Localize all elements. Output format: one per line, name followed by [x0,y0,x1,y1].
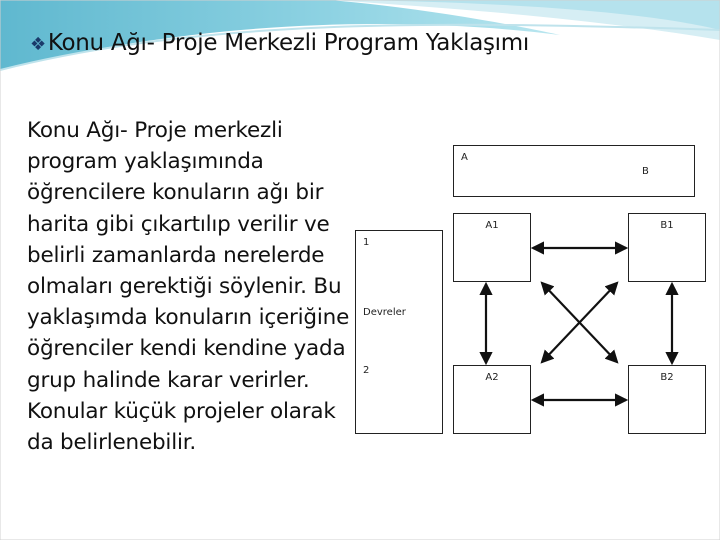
label-b: B [642,166,649,177]
node-b1: B1 [628,213,706,282]
node-a1: A1 [453,213,531,282]
node-b2: B2 [628,365,706,434]
label-2: 2 [363,365,370,376]
label-a: A [461,152,468,163]
body-paragraph: Konu Ağı- Proje merkezli program yaklaşımında öğrencilere konuların ağı bir harita gibi çıkartılıp verilir ve belirli zamanlarda nerelerde olmaları gerektiği söylenir. Bu yaklaşımda konuların içeriğine öğrenciler kendi kendine yada grup halinde karar verirler. Konular küçük projeler olarak da belirlenebilir. [27,118,350,456]
label-1: 1 [363,237,370,248]
title-text: Konu Ağı- Proje Merkezli Program Yaklaşımı [47,30,529,56]
node-a2: A2 [453,365,531,434]
diamond-bullet-icon: ❖ [30,34,46,55]
label-devreler: Devreler [363,307,406,318]
